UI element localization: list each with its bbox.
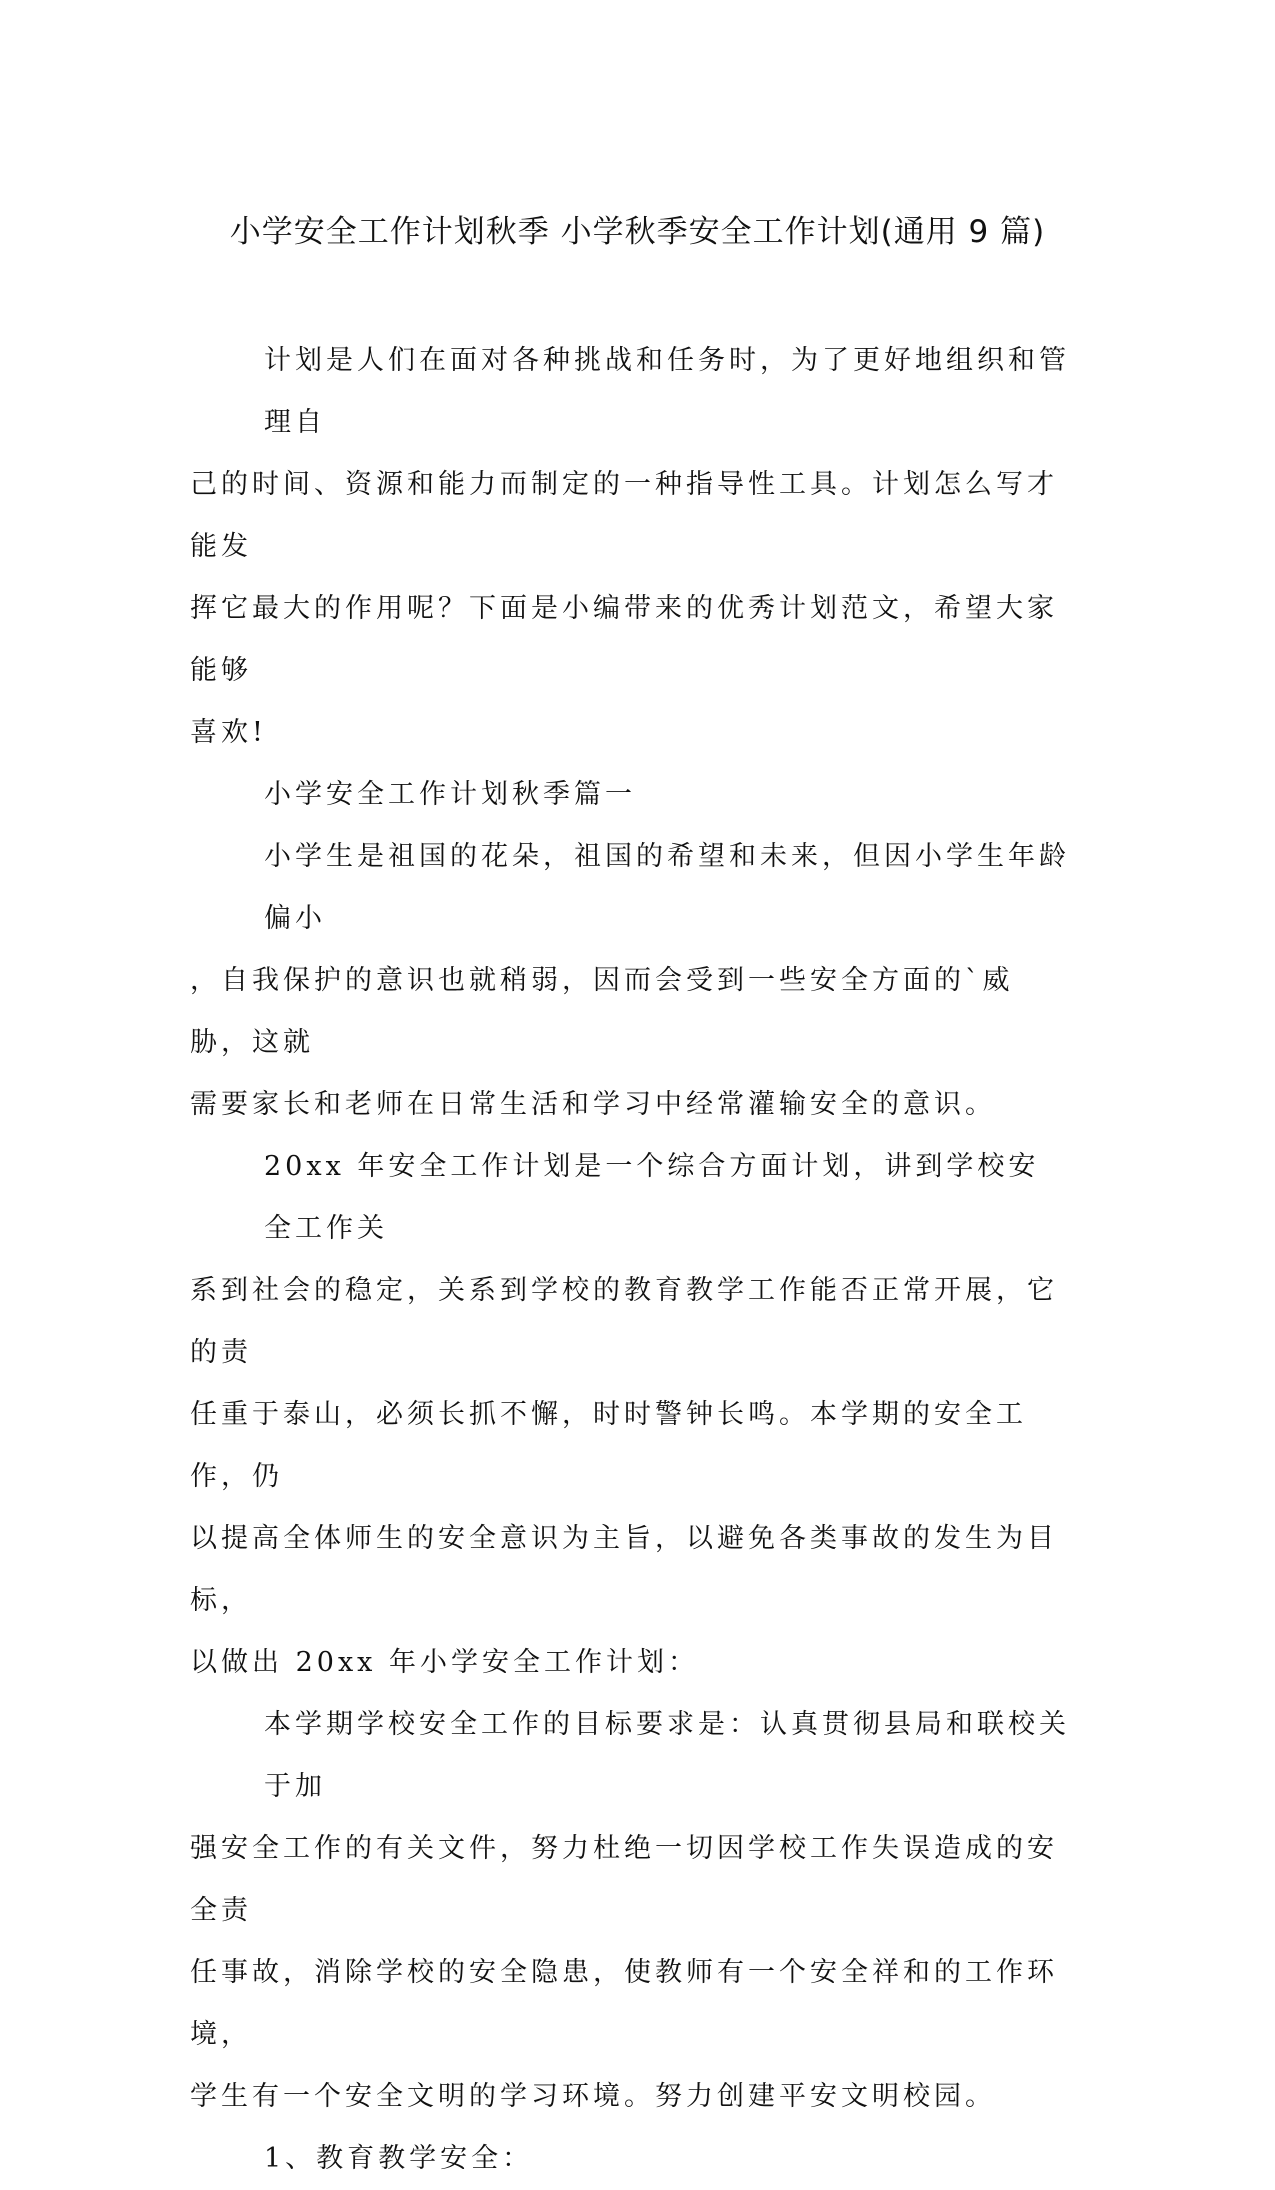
body-line: 以做出 20xx 年小学安全工作计划： (190, 1647, 699, 1678)
body-line: 己的时间、资源和能力而制定的一种指导性工具。计划怎么写才能发 (190, 469, 1058, 562)
body-line: 需要家长和老师在日常生活和学习中经常灌输安全的意识。 (190, 1089, 996, 1120)
body-line: 本学期学校安全工作的目标要求是：认真贯彻县局和联校关于加 (264, 1709, 1070, 1802)
body-line: 任重于泰山，必须长抓不懈，时时警钟长鸣。本学期的安全工作，仍 (190, 1399, 1027, 1492)
body-line: 20xx 年安全工作计划是一个综合方面计划，讲到学校安全工作关 (264, 1151, 1040, 1244)
body-line: 小学生是祖国的花朵，祖国的希望和未来，但因小学生年龄偏小 (264, 841, 1070, 934)
body-line: 小学安全工作计划秋季篇一 (264, 779, 636, 810)
body-line: 喜欢! (190, 717, 267, 748)
body-line: 以提高全体师生的安全意识为主旨，以避免各类事故的发生为目标， (190, 1523, 1058, 1616)
body-line: 系到社会的稳定，关系到学校的教育教学工作能否正常开展，它的责 (190, 1275, 1058, 1368)
document-body (190, 330, 1070, 2190)
body-line: 计划是人们在面对各种挑战和任务时，为了更好地组织和管理自 (264, 345, 1070, 438)
body-line: 学生有一个安全文明的学习环境。努力创建平安文明校园。 (190, 2081, 996, 2112)
body-line: ，自我保护的意识也就稍弱，因而会受到一些安全方面的`威胁，这就 (190, 965, 1014, 1058)
body-line: 1、教育教学安全： (264, 2143, 534, 2174)
body-line: 挥它最大的作用呢？下面是小编带来的优秀计划范文，希望大家能够 (190, 593, 1058, 686)
body-line: 任事故，消除学校的安全隐患，使教师有一个安全祥和的工作环境， (190, 1957, 1058, 2050)
body-line: 强安全工作的有关文件，努力杜绝一切因学校工作失误造成的安全责 (190, 1833, 1058, 1926)
document-title: 小学安全工作计划秋季 小学秋季安全工作计划(通用 9 篇) (229, 214, 1046, 250)
